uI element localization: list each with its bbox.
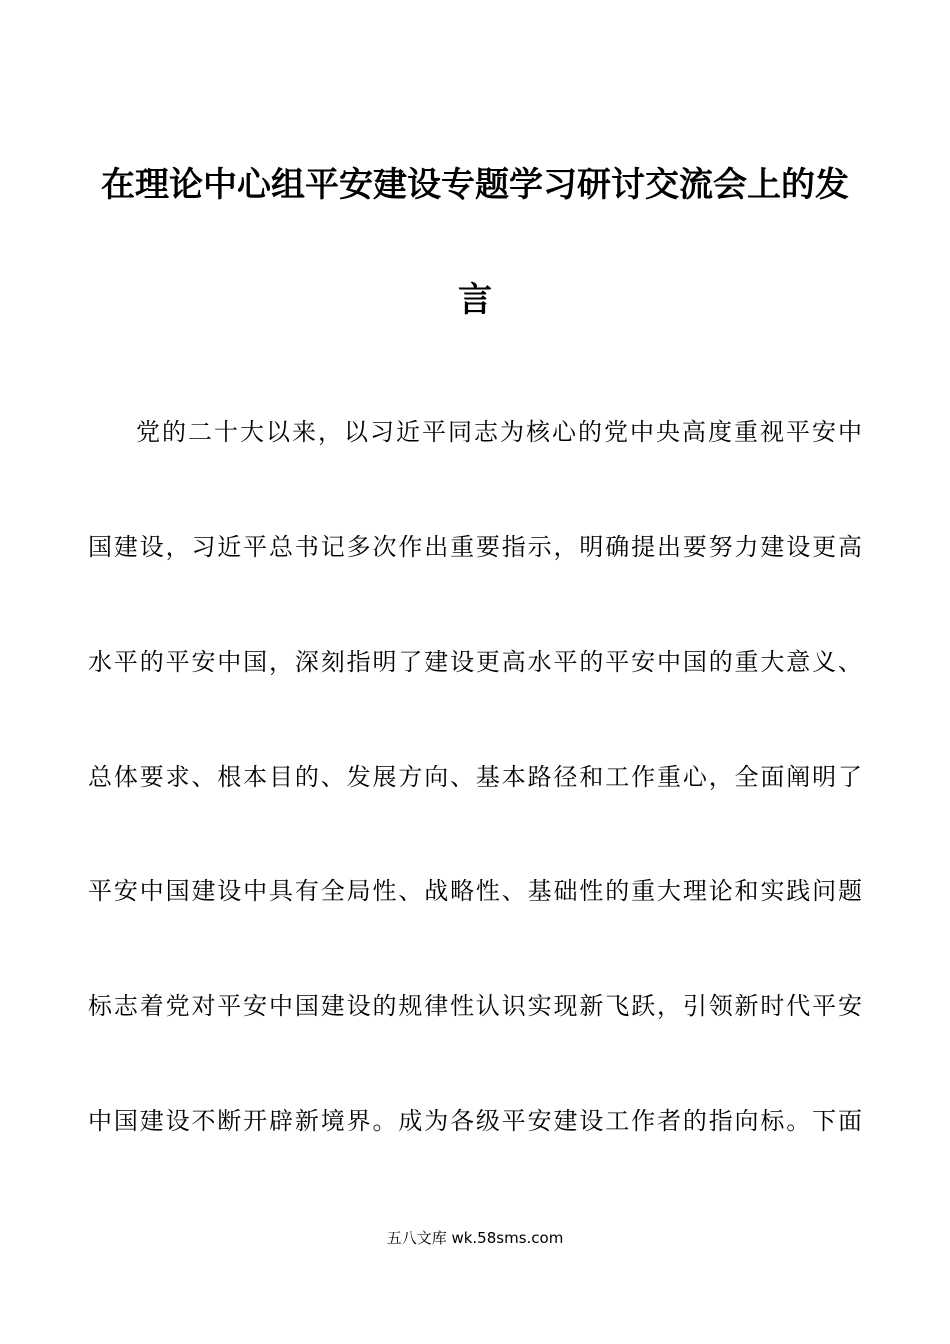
body-text-line: 党的二十大以来，以习近平同志为核心的党中央高度重视平安中	[136, 418, 862, 446]
body-text-line: 中国建设不断开辟新境界。成为各级平安建设工作者的指向标。下面	[88, 1107, 862, 1135]
body-text-line: 总体要求、根本目的、发展方向、基本路径和工作重心，全面阐明了	[88, 763, 862, 791]
document-title-line-1: 在理论中心组平安建设专题学习研讨交流会上的发	[101, 165, 849, 205]
body-text-line: 水平的平安中国，深刻指明了建设更高水平的平安中国的重大意义、	[88, 648, 862, 676]
body-text-line: 标志着党对平安中国建设的规律性认识实现新飞跃，引领新时代平安	[88, 992, 862, 1020]
page-footer-watermark: 五八文库 wk.58sms.com	[386, 1229, 564, 1247]
body-text-line: 平安中国建设中具有全局性、战略性、基础性的重大理论和实践问题	[88, 877, 862, 905]
document-title-line-2: 言	[458, 280, 492, 320]
body-text-line: 国建设，习近平总书记多次作出重要指示，明确提出要努力建设更高	[88, 533, 862, 561]
